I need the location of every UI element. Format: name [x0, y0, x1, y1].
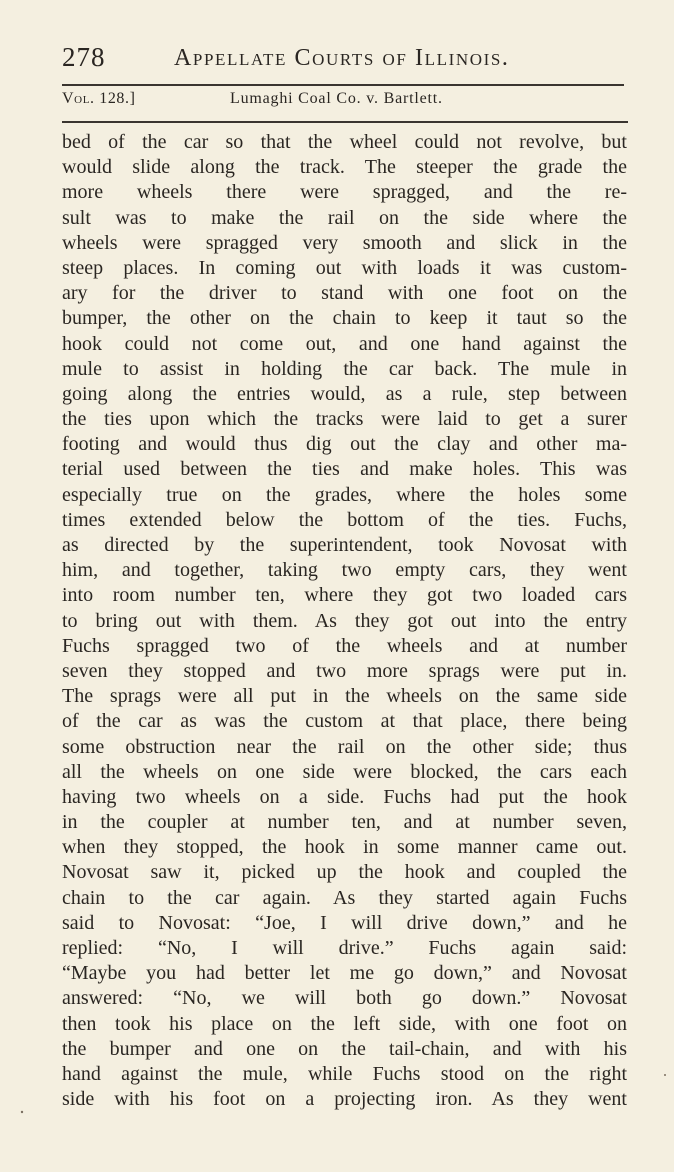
text-line: some obstruction near the rail on the other side; thus [62, 735, 627, 758]
body-text [62, 130, 627, 1112]
text-line: bed of the car so that the wheel could not revolve, but [62, 131, 627, 153]
text-line: answered: “No, we will both go down.” Novosat [62, 987, 627, 1010]
text-line: hand against the mule, while Fuchs stood on the right [62, 1062, 627, 1085]
text-line: then took his place on the left side, with one foot on [62, 1012, 627, 1035]
text-line: footing and would thus dig out the clay and other ma- [62, 433, 627, 456]
text-line: seven they stopped and two more sprags were put in. [62, 659, 627, 682]
header-rule-top [62, 84, 624, 86]
text-line: in the coupler at number ten, and at number seven, [62, 811, 627, 834]
text-line: more wheels there were spragged, and the re- [62, 181, 627, 204]
journal-title: Appellate Courts of Illinois. [174, 45, 510, 71]
text-line: the bumper and one on the tail-chain, and with his [62, 1037, 627, 1060]
text-line: ary for the driver to stand with one foot on the [62, 282, 627, 305]
header-rule-bottom [62, 121, 628, 123]
text-line: The sprags were all put in the wheels on the same side [62, 685, 627, 708]
case-title: Lumaghi Coal Co. v. Bartlett. [230, 90, 443, 107]
text-line: steep places. In coming out with loads it was custom- [62, 256, 627, 279]
text-line: side with his foot on a projecting iron. As they went [62, 1088, 627, 1111]
text-line: especially true on the grades, where the holes some [62, 483, 627, 506]
text-line: “Maybe you had better let me go down,” and Novosat [62, 962, 627, 985]
text-line: him, and together, taking two empty cars, they went [62, 559, 627, 582]
text-line: the ties upon which the tracks were laid to get a surer [62, 408, 627, 431]
running-head [62, 42, 622, 82]
text-line: to bring out with them. As they got out into the entry [62, 609, 627, 632]
text-line: terial used between the ties and make holes. This was [62, 458, 627, 481]
text-line: wheels were spragged very smooth and slick in the [62, 231, 627, 254]
text-line: Novosat saw it, picked up the hook and coupled the [62, 861, 627, 884]
page-number: 278 [62, 42, 106, 72]
text-line: would slide along the track. The steeper the grade the [62, 156, 627, 179]
text-line: all the wheels on one side were blocked, the cars each [62, 760, 627, 783]
text-line: into room number ten, where they got two loaded cars [62, 584, 627, 607]
text-line: Fuchs spragged two of the wheels and at number [62, 634, 627, 657]
text-line: mule to assist in holding the car back. The mule in [62, 357, 627, 380]
text-line: said to Novosat: “Joe, I will drive down,” and he [62, 911, 627, 934]
text-line: times extended below the bottom of the ties. Fuchs, [62, 508, 627, 531]
text-line: bumper, the other on the chain to keep it taut so the [62, 307, 627, 330]
text-line: going along the entries would, as a rule, step between [62, 382, 627, 405]
text-line: sult was to make the rail on the side where the [62, 206, 627, 229]
text-line: replied: “No, I will drive.” Fuchs again said: [62, 937, 627, 959]
case-subhead [62, 90, 622, 114]
text-line: hook could not come out, and one hand against the [62, 332, 627, 355]
volume-label: Vol. 128.] [62, 90, 136, 107]
text-line: chain to the car again. As they started again Fuchs [62, 886, 627, 909]
text-line: when they stopped, the hook in some manner came out. [62, 836, 627, 859]
text-line: as directed by the superintendent, took Novosat with [62, 534, 627, 556]
text-line: of the car as was the custom at that place, there being [62, 710, 627, 733]
text-line: having two wheels on a side. Fuchs had put the hook [62, 785, 627, 808]
